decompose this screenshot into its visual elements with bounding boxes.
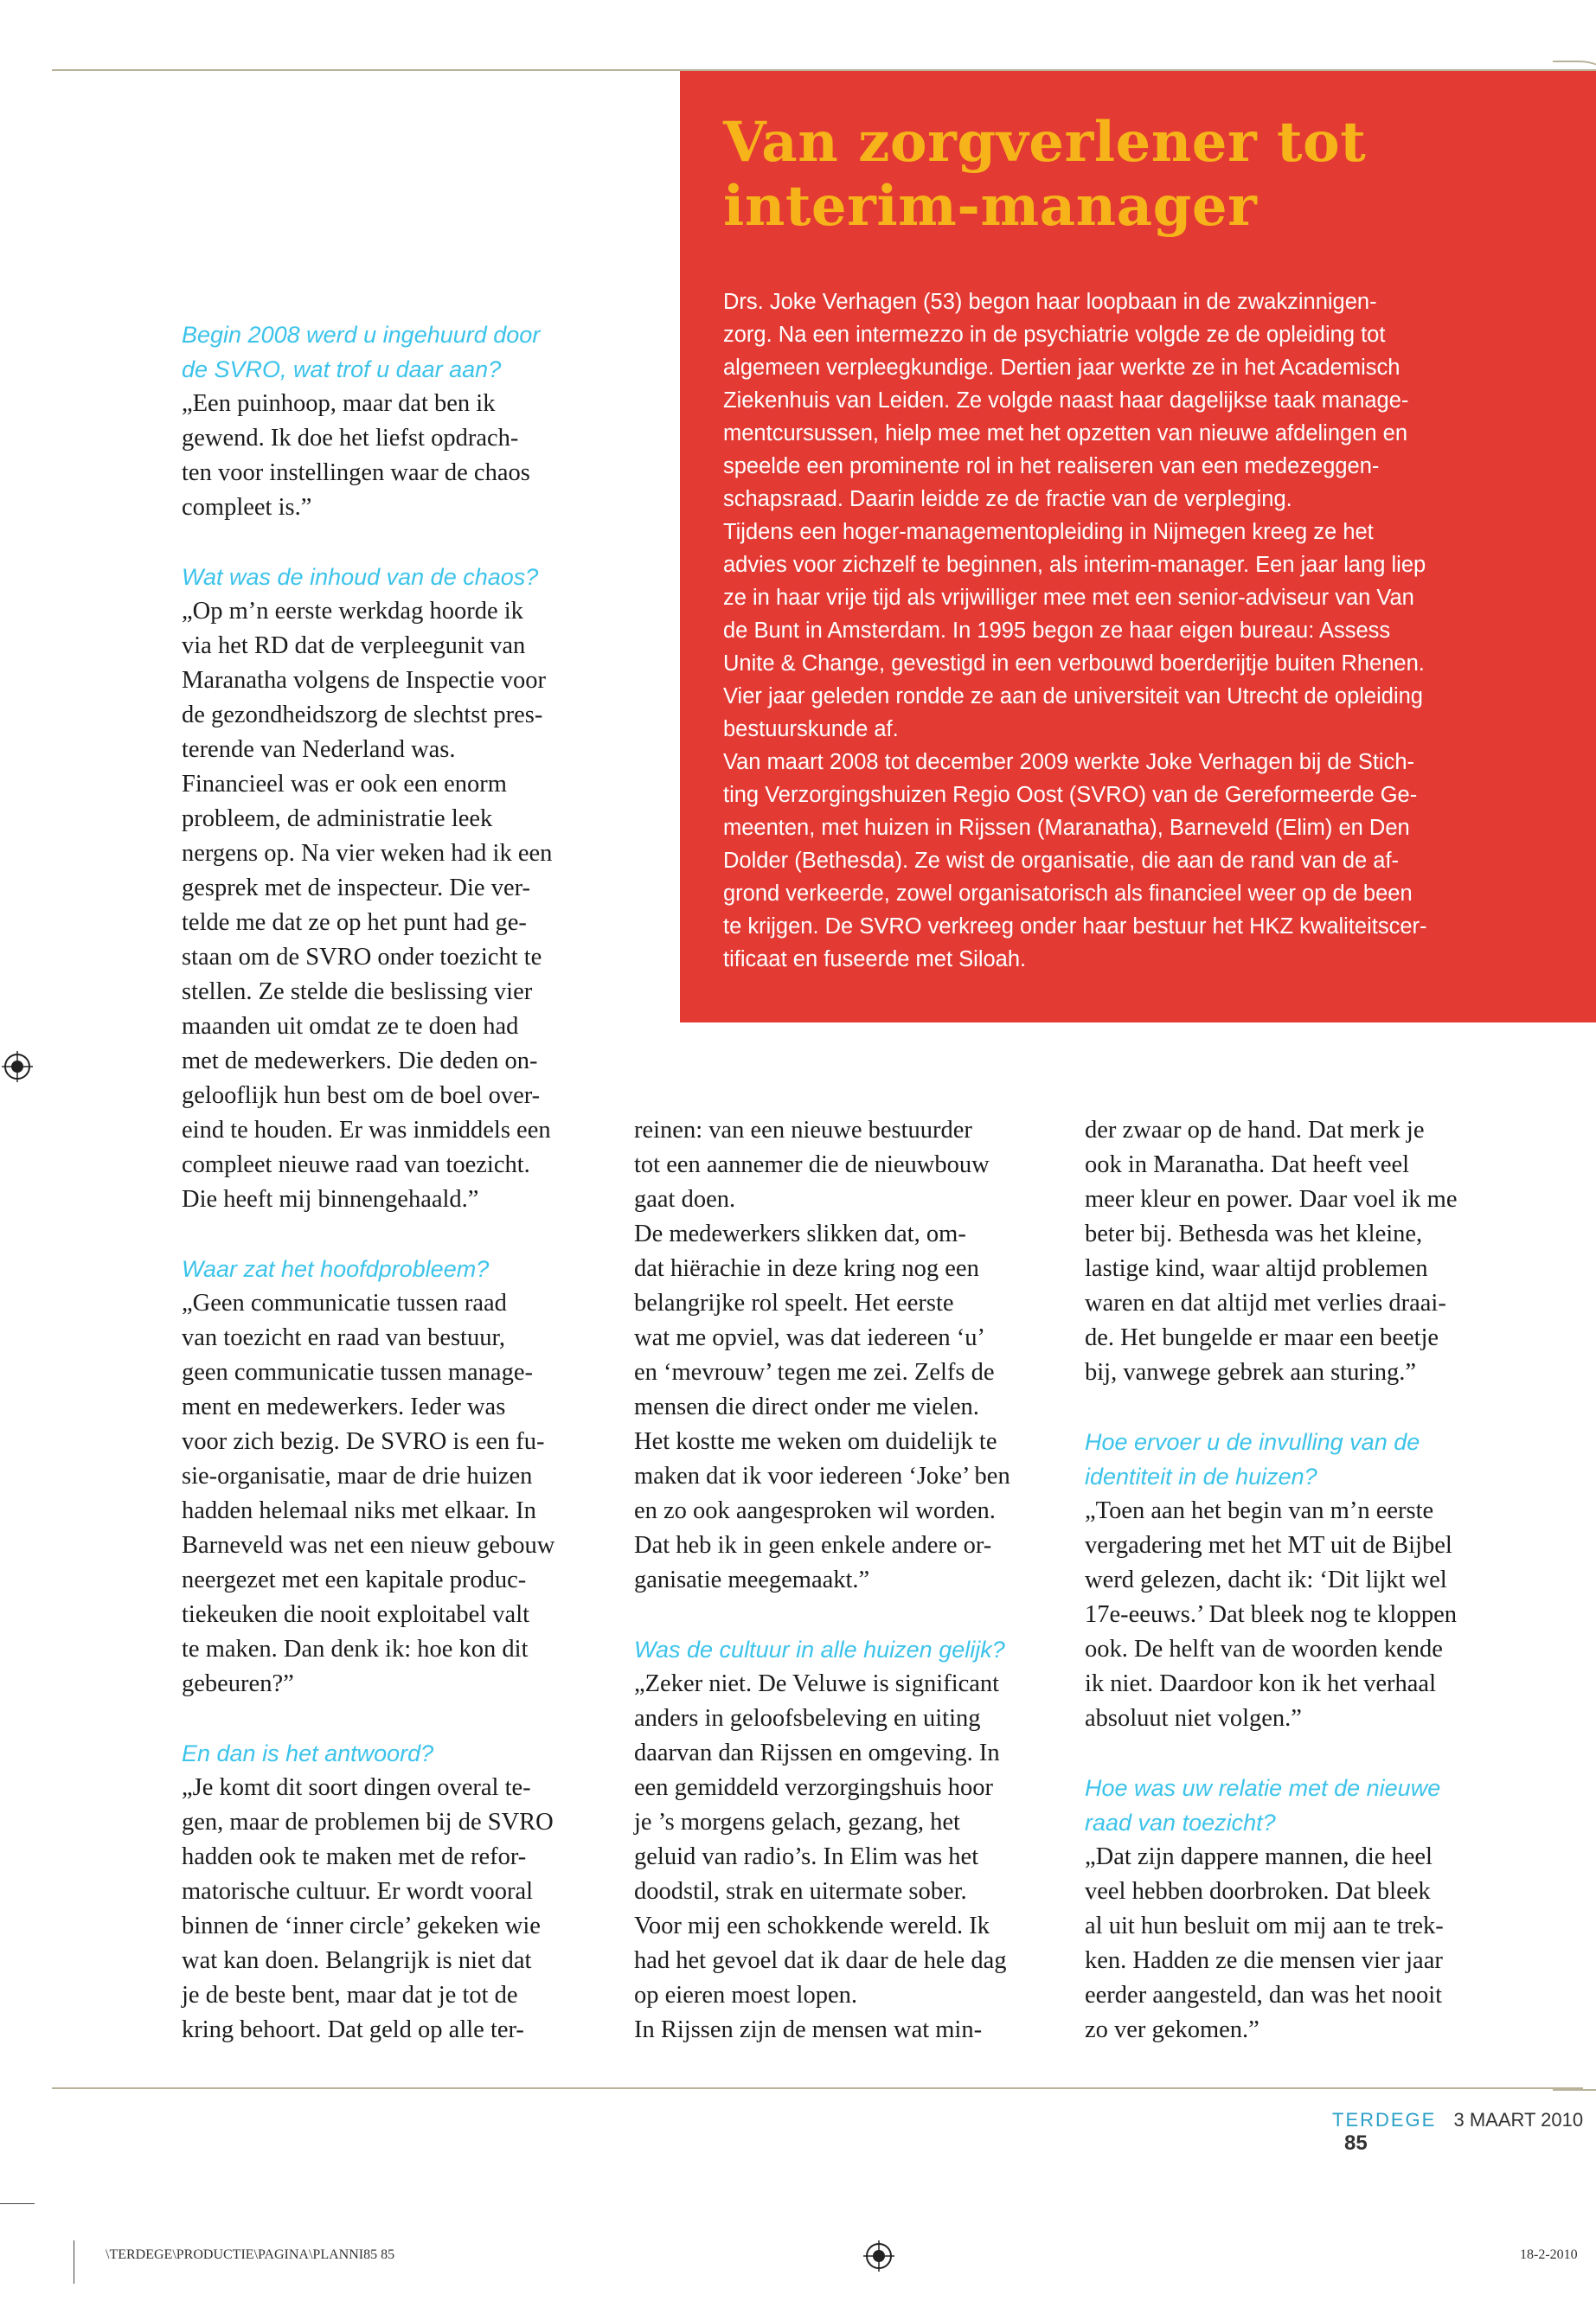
answer-line: gelooflijk hun best om de boel over-	[182, 1082, 541, 1109]
answer-line: der zwaar op de hand. Dat merk je	[1085, 1117, 1425, 1144]
answer-line: Die heeft mij binnengehaald.”	[182, 1186, 479, 1213]
interview-question: En dan is het antwoord?	[182, 1740, 434, 1766]
answer-line: lastige kind, waar altijd problemen	[1085, 1255, 1428, 1282]
answer-line: hadden ook te maken met de refor-	[182, 1843, 527, 1870]
answer-line: via het RD dat de verpleegunit van	[182, 632, 526, 659]
answer-line: wat kan doen. Belangrijk is niet dat	[182, 1947, 532, 1974]
print-slug-path: \TERDEGE\PRODUCTIE\PAGINA\PLANNI85 85	[106, 2247, 395, 2262]
answer-line: gaat doen.	[634, 1186, 736, 1213]
answer-line: gebeuren?”	[182, 1670, 294, 1697]
answer-line: een gemiddeld verzorgingshuis hoor	[634, 1774, 994, 1801]
answer-line: Het kostte me weken om duidelijk te	[634, 1428, 997, 1455]
article-column-2	[634, 1113, 1067, 2048]
bio-line: ting Verzorgingshuizen Regio Oost (SVRO) van de Gereformeerde Ge-	[723, 783, 1418, 807]
answer-line: „Een puinhoop, maar dat ben ik	[182, 390, 496, 417]
answer-line: mensen die direct onder me vielen.	[634, 1394, 979, 1420]
interview-question: Begin 2008 werd u ingehuurd door	[182, 322, 541, 348]
answer-line: werd gelezen, dacht ik: ‘Dit lijkt wel	[1085, 1567, 1447, 1593]
answer-line: compleet nieuwe raad van toezicht.	[182, 1151, 530, 1178]
answer-line: geluid van radio’s. In Elim was het	[634, 1843, 979, 1870]
article-column-1	[182, 317, 614, 2048]
bio-line: advies voor zichzelf te beginnen, als interim-manager. Een jaar lang liep	[723, 553, 1426, 577]
registration-mark-icon	[863, 2240, 894, 2272]
answer-line: Dat heb ik in geen enkele andere or-	[634, 1532, 992, 1559]
answer-line: de gezondheidszorg de slechtst pres-	[182, 702, 543, 728]
answer-line: te maken. Dan denk ik: hoe kon dit	[182, 1636, 529, 1663]
answer-line: ook in Maranatha. Dat heeft veel	[1085, 1151, 1410, 1178]
answer-line: zo ver gekomen.”	[1085, 2016, 1259, 2043]
bio-line: Van maart 2008 tot december 2009 werkte Joke Verhagen bij de Stich-	[723, 750, 1415, 774]
bio-line: mentcursussen, hielp mee met het opzetten van nieuwe afdelingen en	[723, 421, 1407, 445]
answer-line: maanden uit omdat ze te doen had	[182, 1013, 519, 1040]
page-number: 85	[1344, 2131, 1368, 2155]
answer-line: belangrijke rol speelt. Het eerste	[634, 1290, 954, 1317]
bio-text	[723, 285, 1580, 976]
bio-line: speelde een prominente rol in het realiseren van een medezeggen-	[723, 454, 1380, 478]
answer-line: je de beste bent, maar dat je tot de	[182, 1982, 518, 2009]
answer-line: al uit hun besluit om mij aan te trek-	[1085, 1913, 1444, 1939]
answer-line: eerder aangesteld, dan was het nooit	[1085, 1982, 1443, 2009]
answer-line: en zo ook aangesproken wil worden.	[634, 1497, 996, 1524]
crop-mark	[0, 2203, 35, 2204]
page-footer	[1332, 2109, 1596, 2156]
answer-line: Barneveld was net een nieuw gebouw	[182, 1532, 555, 1559]
answer-line: doodstil, strak en uitermate sober.	[634, 1878, 967, 1905]
bio-line: algemeen verpleegkundige. Dertien jaar werkte ze in het Academisch	[723, 356, 1401, 380]
answer-line: Maranatha volgens de Inspectie voor	[182, 667, 547, 694]
answer-line: ik niet. Daardoor kon ik het verhaal	[1085, 1670, 1436, 1697]
answer-line: had het gevoel dat ik daar de hele dag	[634, 1947, 1007, 1974]
answer-line: Voor mij een schokkende wereld. Ik	[634, 1913, 990, 1939]
interview-question: Was de cultuur in alle huizen gelijk?	[634, 1637, 1005, 1663]
answer-line: 17e-eeuws.’ Dat bleek nog te kloppen	[1085, 1601, 1457, 1628]
answer-line: sie-organisatie, maar de drie huizen	[182, 1463, 533, 1490]
answer-line: op eieren moest lopen.	[634, 1982, 858, 2009]
bio-title-line-1: Van zorgverlener tot	[723, 110, 1367, 175]
answer-line: matorische cultuur. Er wordt vooral	[182, 1878, 534, 1905]
interview-question: de SVRO, wat trof u daar aan?	[182, 356, 502, 382]
answer-line: vergadering met het MT uit de Bijbel	[1085, 1532, 1452, 1559]
answer-line: De medewerkers slikken dat, om-	[634, 1221, 966, 1247]
magazine-name: TERDEGE	[1332, 2109, 1437, 2131]
answer-line: „Zeker niet. De Veluwe is significant	[634, 1670, 1000, 1697]
answer-line: gesprek met de inspecteur. Die ver-	[182, 875, 531, 901]
answer-line: veel hebben doorbroken. Dat bleek	[1085, 1878, 1431, 1905]
interview-question: Hoe was uw relatie met de nieuwe	[1085, 1775, 1441, 1801]
answer-line: gen, maar de problemen bij de SVRO	[182, 1809, 554, 1836]
bio-title-line-2: interim-manager	[723, 174, 1258, 239]
bio-line: de Bunt in Amsterdam. In 1995 begon ze haar eigen bureau: Assess	[723, 619, 1391, 643]
answer-line: meer kleur en power. Daar voel ik me	[1085, 1186, 1458, 1213]
answer-line: staan om de SVRO onder toezicht te	[182, 944, 542, 971]
answer-line: eind te houden. Er was inmiddels een	[182, 1117, 551, 1144]
answer-line: reinen: van een nieuwe bestuurder	[634, 1117, 972, 1144]
answer-line: In Rijssen zijn de mensen wat min-	[634, 2016, 983, 2043]
answer-line: ken. Hadden ze die mensen vier jaar	[1085, 1947, 1443, 1974]
registration-mark-icon	[2, 1051, 33, 1082]
answer-line: met de medewerkers. Die deden on-	[182, 1048, 538, 1074]
answer-line: ganisatie meegemaakt.”	[634, 1567, 870, 1593]
answer-line: geen communicatie tussen manage-	[182, 1359, 533, 1386]
bottom-rule	[52, 2087, 1583, 2089]
interview-question: raad van toezicht?	[1085, 1810, 1276, 1836]
bio-line: Vier jaar geleden rondde ze aan de universiteit van Utrecht de opleiding	[723, 684, 1423, 708]
answer-line: van toezicht en raad van bestuur,	[182, 1324, 505, 1351]
bio-line: bestuurskunde af.	[723, 717, 899, 741]
answer-line: Financieel was er ook een enorm	[182, 771, 507, 798]
answer-line: anders in geloofsbeleving en uiting	[634, 1705, 981, 1732]
bio-line: Unite & Change, gevestigd in een verbouwd boerderijtje buiten Rhenen.	[723, 651, 1425, 676]
answer-line: ment en medewerkers. Ieder was	[182, 1394, 506, 1420]
answer-line: beter bij. Bethesda was het kleine,	[1085, 1221, 1423, 1247]
answer-line: ten voor instellingen waar de chaos	[182, 459, 530, 486]
answer-line: neergezet met een kapitale produc-	[182, 1567, 527, 1593]
article-column-3	[1085, 1113, 1517, 2048]
answer-line: hadden helemaal niks met elkaar. In	[182, 1497, 536, 1524]
bio-line: ze in haar vrije tijd als vrijwilliger mee met een senior-adviseur van Van	[723, 586, 1414, 610]
interview-question: Hoe ervoer u de invulling van de	[1085, 1429, 1420, 1455]
answer-line: en ‘mevrouw’ tegen me zei. Zelfs de	[634, 1359, 995, 1386]
bio-title	[723, 111, 1588, 239]
answer-line: gewend. Ik doe het liefst opdrach-	[182, 425, 519, 452]
answer-line: „Op m’n eerste werkdag hoorde ik	[182, 598, 523, 625]
answer-line: kring behoort. Dat geld op alle ter-	[182, 2016, 524, 2043]
bio-line: schapsraad. Daarin leidde ze de fractie van de verpleging.	[723, 487, 1292, 511]
answer-line: „Dat zijn dappere mannen, die heel	[1085, 1843, 1433, 1870]
answer-line: tiekeuken die nooit exploitabel valt	[182, 1601, 530, 1628]
bio-line: Dolder (Bethesda). Ze wist de organisatie, die aan de rand van de af-	[723, 849, 1400, 873]
answer-line: „Geen communicatie tussen raad	[182, 1290, 507, 1317]
answer-line: wat me opviel, was dat iedereen ‘u’	[634, 1324, 985, 1351]
bottom-corner-curve	[1553, 2059, 1596, 2091]
bio-line: zorg. Na een intermezzo in de psychiatrie volgde ze de opleiding tot	[723, 323, 1386, 347]
answer-line: absoluut niet volgen.”	[1085, 1705, 1302, 1732]
answer-line: de. Het bungelde er maar een beetje	[1085, 1324, 1439, 1351]
answer-line: dat hiërachie in deze kring nog een	[634, 1255, 979, 1282]
bio-line: grond verkeerde, zowel organisatorisch als financieel weer op de been	[723, 881, 1413, 906]
answer-line: voor zich bezig. De SVRO is een fu-	[182, 1428, 545, 1455]
answer-line: compleet is.”	[182, 494, 312, 521]
bio-line: te krijgen. De SVRO verkreeg onder haar bestuur het HKZ kwaliteitscer-	[723, 914, 1427, 939]
answer-line: stellen. Ze stelde die beslissing vier	[182, 978, 533, 1005]
answer-line: probleem, de administratie leek	[182, 805, 493, 832]
bio-line: tificaat en fuseerde met Siloah.	[723, 947, 1027, 971]
answer-line: waren en dat altijd met verlies draai-	[1085, 1290, 1446, 1317]
interview-question: identiteit in de huizen?	[1085, 1464, 1317, 1490]
answer-line: ook. De helft van de woorden kende	[1085, 1636, 1443, 1663]
answer-line: „Toen aan het begin van m’n eerste	[1085, 1497, 1434, 1524]
answer-line: bij, vanwege gebrek aan sturing.”	[1085, 1359, 1417, 1386]
bio-line: Drs. Joke Verhagen (53) begon haar loopbaan in de zwakzinnigen-	[723, 290, 1377, 314]
answer-line: maken dat ik voor iedereen ‘Joke’ ben	[634, 1463, 1010, 1490]
answer-line: je ’s morgens gelach, gezang, het	[634, 1809, 960, 1836]
interview-question: Waar zat het hoofdprobleem?	[182, 1256, 490, 1282]
issue-date: 3 MAART 2010	[1453, 2109, 1584, 2131]
print-slug-date: 18-2-2010	[1520, 2247, 1578, 2262]
answer-line: daarvan dan Rijssen en omgeving. In	[634, 1740, 1000, 1766]
answer-line: „Je komt dit soort dingen overal te-	[182, 1774, 531, 1801]
answer-line: terende van Nederland was.	[182, 736, 456, 763]
answer-line: tot een aannemer die de nieuwbouw	[634, 1151, 990, 1178]
answer-line: telde me dat ze op het punt had ge-	[182, 909, 527, 936]
answer-line: binnen de ‘inner circle’ gekeken wie	[182, 1913, 541, 1939]
bio-line: Tijdens een hoger-managementopleiding in Nijmegen kreeg ze het	[723, 520, 1374, 544]
interview-question: Wat was de inhoud van de chaos?	[182, 564, 539, 590]
answer-line: nergens op. Na vier weken had ik een	[182, 840, 553, 867]
bio-line: Ziekenhuis van Leiden. Ze volgde naast haar dagelijkse taak manage-	[723, 388, 1409, 413]
bio-line: meenten, met huizen in Rijssen (Maranatha), Barneveld (Elim) en Den	[723, 816, 1410, 840]
